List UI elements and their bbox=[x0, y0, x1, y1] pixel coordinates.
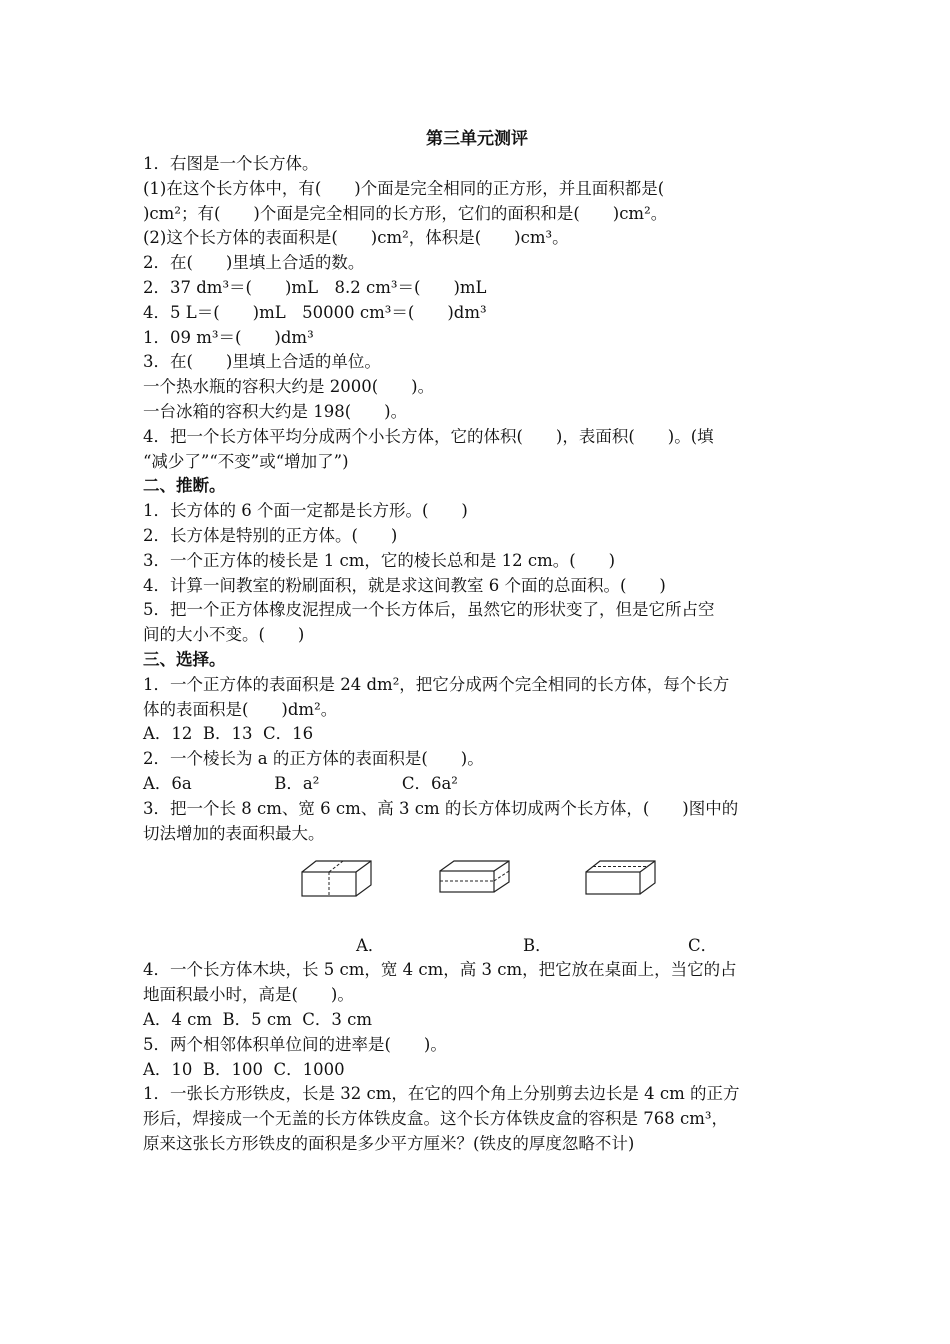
question-line: 一台冰箱的容积大约是 198( )。 bbox=[143, 401, 408, 421]
question-line: A．10 B．100 C．1000 bbox=[143, 1059, 345, 1079]
document-page bbox=[143, 124, 811, 1157]
question-line: 2．37 dm³＝( )mL 8.2 cm³＝( )mL bbox=[143, 277, 487, 297]
question-line: 4．5 L＝( )mL 50000 cm³＝( )dm³ bbox=[143, 302, 487, 322]
question-line: 4．一个长方体木块，长 5 cm，宽 4 cm，高 3 cm，把它放在桌面上，当它的占 bbox=[143, 960, 737, 980]
cuboid-figure-c bbox=[585, 860, 657, 896]
question-line: 2．在( )里填上合适的数。 bbox=[143, 253, 365, 273]
cuboid-figure-a bbox=[301, 860, 373, 898]
page-title: 第三单元测评 bbox=[426, 129, 528, 149]
cuboid-figure-b bbox=[439, 860, 511, 894]
question-line: 1．09 m³＝( )dm³ bbox=[143, 327, 314, 347]
question-line: )cm²；有( )个面是完全相同的长方形，它们的面积和是( )cm²。 bbox=[143, 203, 668, 223]
section-3 bbox=[143, 648, 811, 1082]
section-4 bbox=[143, 1082, 811, 1156]
question-line: A．4 cm B．5 cm C．3 cm bbox=[143, 1009, 373, 1029]
question-line: “减少了”“不变”或“增加了”) bbox=[143, 451, 349, 471]
question-line: 5．两个相邻体积单位间的进率是( )。 bbox=[143, 1034, 447, 1054]
question-line: 1．右图是一个长方体。 bbox=[143, 154, 319, 173]
section-heading: 二、推断。 bbox=[143, 476, 226, 496]
question-line: 原来这张长方形铁皮的面积是多少平方厘米？(铁皮的厚度忽略不计) bbox=[143, 1133, 635, 1153]
question-line: 2．长方体是特别的正方体。( ) bbox=[143, 525, 398, 545]
cuboid-figures bbox=[143, 860, 811, 934]
figure-label-a: A． bbox=[356, 936, 385, 956]
question-line: 一个热水瓶的容积大约是 2000( )。 bbox=[143, 377, 435, 397]
section-1 bbox=[143, 152, 811, 474]
question-line: 3．一个正方体的棱长是 1 cm，它的棱长总和是 12 cm。( ) bbox=[143, 550, 616, 570]
figure-label-c: C． bbox=[688, 936, 718, 956]
question-line: 5．把一个正方体橡皮泥捏成一个长方体后，虽然它的形状变了，但是它所占空 bbox=[143, 600, 715, 620]
question-line: A．12 B．13 C．16 bbox=[143, 724, 314, 744]
question-line: 1．一张长方形铁皮，长是 32 cm，在它的四个角上分别剪去边长是 4 cm 的正方 bbox=[143, 1084, 740, 1104]
question-line: 3．把一个长 8 cm、宽 6 cm、高 3 cm 的长方体切成两个长方体，( )图中的 bbox=[143, 798, 739, 818]
question-line: 地面积最小时，高是( )。 bbox=[143, 985, 354, 1005]
question-line: 体的表面积是( )dm²。 bbox=[143, 699, 338, 719]
question-line: A．6a B．a² C．6a² bbox=[143, 773, 458, 793]
figure-labels bbox=[143, 934, 811, 958]
question-line: (2)这个长方体的表面积是( )cm²，体积是( )cm³。 bbox=[143, 228, 569, 248]
question-line: (1)在这个长方体中，有( )个面是完全相同的正方形，并且面积都是( bbox=[143, 178, 665, 198]
question-line: 4．把一个长方体平均分成两个小长方体，它的体积( )，表面积( )。(填 bbox=[143, 426, 714, 446]
question-line: 3．在( )里填上合适的单位。 bbox=[143, 352, 381, 372]
section-2 bbox=[143, 474, 811, 648]
question-line: 4．计算一间教室的粉刷面积，就是求这间教室 6 个面的总面积。( ) bbox=[143, 575, 666, 595]
figure-label-b: B． bbox=[523, 936, 552, 956]
question-line: 切法增加的表面积最大。 bbox=[143, 823, 325, 843]
section-heading: 三、选择。 bbox=[143, 649, 226, 669]
question-line: 1．长方体的 6 个面一定都是长方形。( ) bbox=[143, 501, 468, 521]
question-line: 2．一个棱长为 a 的正方体的表面积是( )。 bbox=[143, 749, 484, 769]
question-line: 1．一个正方体的表面积是 24 dm²，把它分成两个完全相同的长方体，每个长方 bbox=[143, 674, 730, 694]
question-line: 间的大小不变。( ) bbox=[143, 625, 305, 645]
question-line: 形后，焊接成一个无盖的长方体铁皮盒。这个长方体铁皮盒的容积是 768 cm³， bbox=[143, 1109, 728, 1129]
